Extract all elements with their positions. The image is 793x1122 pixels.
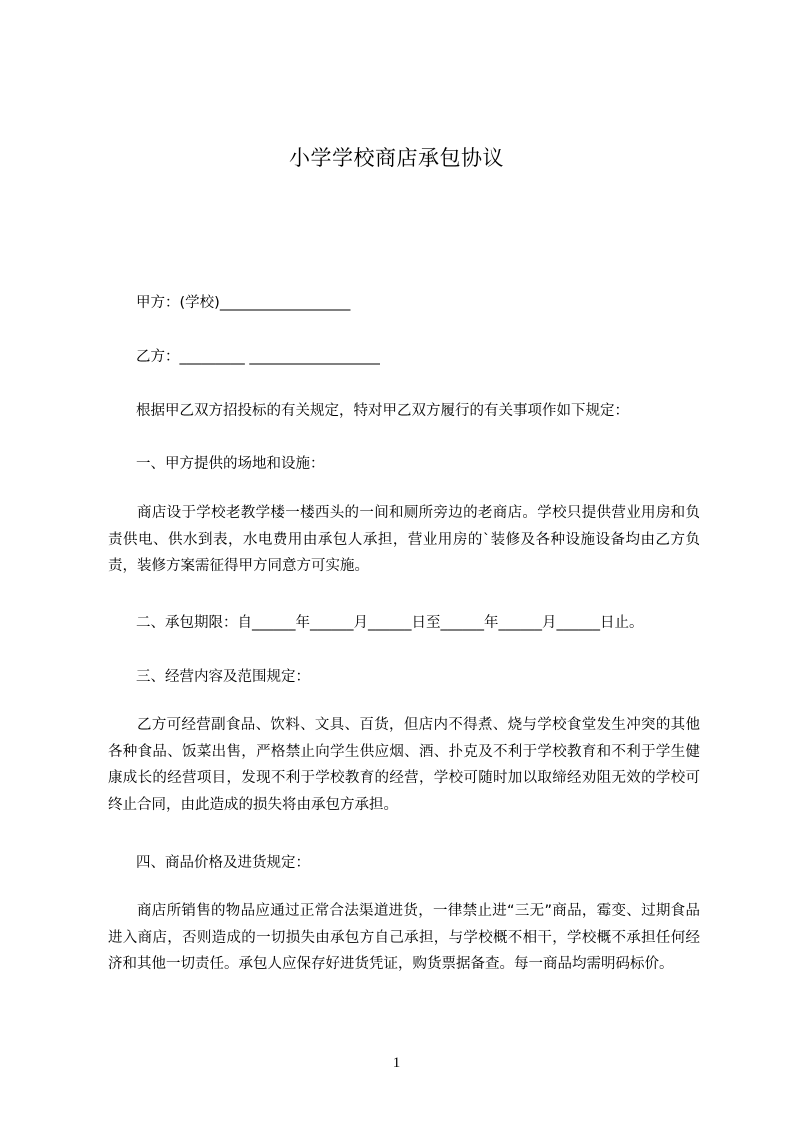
section-4-body: 商店所销售的物品应通过正常合法渠道进货，一律禁止进“三无”商品，霉变、过期食品进入商店，否则造成的一切损失由承包方自己承担，与学校概不相干，学校概不承担任何经济和其他一切责任。承包人应保存好进货凭证，购货票据备查。每一商品均需明码标价。 <box>108 903 700 972</box>
section-1-body: 商店设于学校老教学楼一楼西头的一间和厕所旁边的老商店。学校只提供营业用房和负责供电、供水到表，水电费用由承包人承担，营业用房的`装修及各种设施设备均由乙方负责，装修方案需征得甲方同意方可实施。 <box>108 505 700 574</box>
section-1-heading: 一、甲方提供的场地和设施： <box>136 456 325 472</box>
page-number: 1 <box>392 1055 401 1071</box>
section-3-body: 乙方可经营副食品、饮料、文具、百货，但店内不得煮、烧与学校食堂发生冲突的其他各种食品、饭菜出售，严格禁止向学生供应烟、酒、扑克及不利于学校教育和不利于学生健康成长的经营项目，发现不利于学校教育的经营，学校可随时加以取缔经劝阻无效的学校可终止合同，由此造成的损失将由承包方承担。 <box>108 717 700 813</box>
intro-text: 根据甲乙双方招投标的有关规定，特对甲乙双方履行的有关事项作如下规定： <box>136 403 629 419</box>
party-a-line: 甲方：(学校)__________________ <box>136 295 351 311</box>
section-4-heading: 四、商品价格及进货规定： <box>136 855 310 871</box>
party-b-line: 乙方：_________ __________________ <box>136 349 380 365</box>
section-3-heading: 三、经营内容及范围规定： <box>136 669 310 685</box>
section-2-heading: 二、承包期限：自______年______月______日至______年______月______日止。 <box>136 615 644 631</box>
document-title: 小学学校商店承包协议 <box>289 146 504 170</box>
